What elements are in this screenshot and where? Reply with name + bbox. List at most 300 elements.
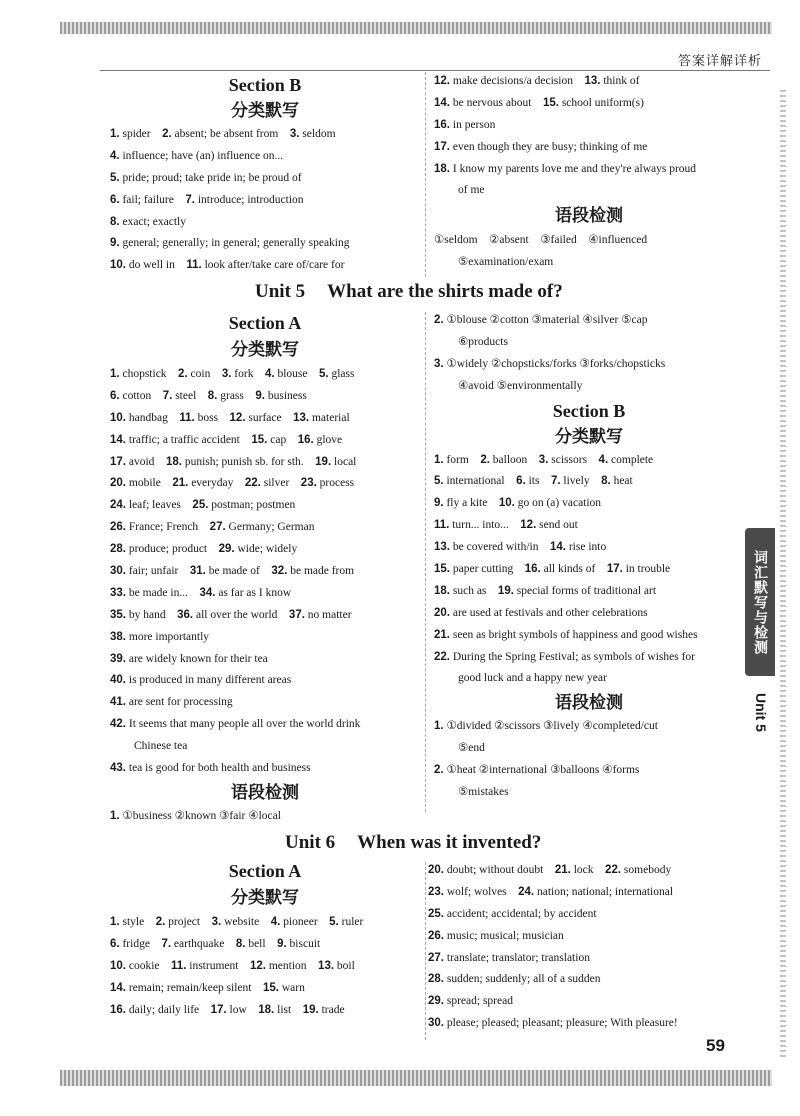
item-number: 4. [110, 149, 120, 162]
item-number: 29. [428, 995, 444, 1008]
item-answer: fridge [122, 937, 150, 950]
top-scan-band [60, 22, 772, 34]
answer-line [110, 452, 420, 474]
item-answer: cotton [122, 389, 152, 402]
item-number: 7. [162, 389, 173, 402]
item-answer: good luck and a happy new year [458, 672, 607, 685]
item-number: 39. [110, 652, 126, 665]
item-answer: cap [270, 433, 287, 446]
item-answer: be nervous about [452, 96, 532, 109]
answer-list [434, 310, 744, 398]
item-number: 29. [218, 543, 235, 556]
item-number: 10. [110, 411, 126, 424]
item-answer: France; French [128, 521, 199, 534]
item-number: 16. [297, 433, 314, 446]
answer-line [110, 408, 420, 430]
item-number: 27. [428, 951, 444, 964]
item-answer: even though they are busy; thinking of me [452, 140, 648, 153]
answer-line [110, 806, 420, 828]
item-number: 13. [293, 411, 310, 424]
item-answer: daily; daily life [128, 1003, 200, 1016]
item-answer: I know my parents love me and they're always proud [452, 162, 697, 175]
side-unit-label: Unit 5 [753, 692, 769, 732]
answer-list [434, 230, 744, 274]
item-answer: in person [452, 118, 496, 131]
item-answer: ②absent [489, 234, 529, 247]
answer-line [434, 647, 744, 669]
item-answer: ⑤mistakes [458, 786, 509, 799]
item-number: 15. [434, 563, 450, 576]
item-answer: spider [122, 128, 151, 140]
item-number: 17. [606, 563, 623, 576]
section-title: Section A [228, 861, 302, 881]
item-answer: of me [458, 184, 485, 197]
item-answer: steel [175, 389, 197, 402]
item-answer: ①seldom [434, 234, 478, 247]
item-answer: glove [316, 433, 343, 446]
item-number: 37. [288, 608, 305, 621]
answer-line [434, 137, 744, 159]
item-number: 12. [249, 959, 266, 972]
item-number: 4. [598, 453, 609, 466]
item-number: 5. [434, 475, 444, 488]
item-number: 20. [434, 606, 450, 619]
item-number: 25. [192, 499, 209, 512]
item-answer: somebody [623, 864, 672, 876]
item-number: 18. [434, 584, 450, 597]
answer-line [110, 212, 420, 234]
answer-line [434, 159, 744, 181]
item-number: 6. [110, 937, 120, 950]
answer-line [110, 1000, 420, 1022]
item-number: 28. [110, 543, 126, 556]
item-number: 22. [244, 477, 261, 490]
item-answer: ⑤examination/exam [458, 256, 554, 269]
item-answer: boil [336, 959, 355, 972]
answer-line [428, 1013, 744, 1035]
answer-line [434, 760, 744, 782]
item-answer: are sent for processing [128, 696, 233, 709]
item-answer: instrument [189, 959, 239, 972]
item-answer: grass [220, 389, 244, 402]
item-answer: ①blouse ②cotton ③material ④silver ⑤cap [446, 314, 648, 326]
item-number: 21. [434, 628, 450, 641]
item-answer: nation; national; international [536, 885, 674, 898]
answer-line [434, 354, 744, 376]
item-answer: fair; unfair [128, 565, 179, 578]
answer-line [110, 255, 420, 277]
item-answer: please; pleased; pleasant; pleasure; With pleasure! [446, 1017, 678, 1030]
answer-line [434, 738, 744, 760]
answer-line [428, 860, 744, 882]
item-number: 2. [480, 453, 490, 466]
item-answer: coin [190, 368, 211, 380]
item-answer: ④influenced [588, 234, 648, 247]
item-answer: music; musical; musician [446, 929, 564, 942]
item-number: 36. [177, 608, 194, 621]
item-answer: think of [603, 75, 640, 87]
item-number: 5. [318, 368, 329, 380]
item-number: 25. [428, 907, 444, 920]
item-answer: everyday [191, 477, 234, 490]
item-number: 19. [497, 584, 514, 597]
item-number: 31. [189, 565, 206, 578]
answer-line [434, 716, 744, 738]
item-number: 18. [258, 1003, 275, 1016]
item-answer: list [277, 1003, 292, 1016]
item-answer: style [122, 916, 145, 928]
item-answer: local [334, 455, 357, 468]
item-answer: postman; postmen [211, 499, 296, 512]
item-number: 4. [264, 368, 275, 380]
item-answer: absent; be absent from [174, 128, 279, 140]
item-number: 2. [155, 916, 166, 928]
answer-line [110, 583, 420, 605]
page-edge-texture [780, 90, 786, 1060]
item-answer: tea is good for both health and business [128, 762, 311, 775]
item-answer: fail; failure [122, 193, 174, 206]
item-answer: wolf; wolves [446, 885, 507, 898]
answer-line [110, 714, 420, 736]
answer-line [434, 471, 744, 493]
answer-line [110, 670, 420, 692]
item-answer: ①widely ②chopsticks/forks ③forks/chopsticks [446, 357, 666, 370]
answer-line [434, 450, 744, 472]
item-number: 10. [498, 497, 515, 510]
item-number: 3. [538, 453, 549, 466]
item-number: 34. [199, 586, 216, 599]
item-number: 23. [428, 885, 444, 898]
answer-line [110, 978, 420, 1000]
item-number: 30. [428, 1017, 444, 1030]
item-answer: earthquake [173, 937, 225, 950]
answer-line [110, 386, 420, 408]
answer-line [110, 473, 420, 495]
item-number: 11. [434, 519, 450, 532]
item-answer: chopstick [122, 368, 167, 380]
item-answer: all over the world [195, 608, 278, 621]
item-number: 1. [110, 809, 120, 822]
item-number: 8. [207, 389, 218, 402]
item-number: 16. [110, 1003, 126, 1016]
answer-list [434, 450, 744, 691]
item-number: 13. [434, 541, 450, 554]
section-title: Section A [228, 313, 302, 333]
item-answer: ③failed [540, 234, 577, 247]
item-number: 17. [110, 455, 126, 468]
item-answer: handbag [128, 411, 168, 424]
item-number: 15. [251, 433, 268, 446]
item-number: 18. [434, 162, 450, 175]
answer-line [110, 692, 420, 714]
item-answer: glass [331, 368, 355, 380]
answer-line [434, 537, 744, 559]
item-number: 3. [211, 916, 222, 928]
item-number: 11. [171, 959, 187, 972]
item-number: 1. [110, 128, 120, 140]
item-answer: website [224, 916, 260, 928]
item-answer: surface [248, 411, 282, 424]
answer-line [434, 515, 744, 537]
answer-line [110, 934, 420, 956]
answer-line [434, 581, 744, 603]
item-answer: remain; remain/keep silent [128, 981, 252, 994]
item-answer: seen as bright symbols of happiness and good wishes [452, 628, 698, 641]
item-answer: accident; accidental; by accident [446, 907, 597, 920]
item-answer: all kinds of [543, 563, 596, 576]
item-answer: fork [234, 368, 254, 380]
item-number: 20. [428, 864, 444, 876]
item-answer: form [446, 453, 469, 466]
answer-list [434, 71, 744, 202]
item-number: 1. [434, 453, 444, 466]
item-number: 17. [434, 140, 450, 153]
answer-line [434, 230, 744, 252]
answer-line [110, 495, 420, 517]
item-answer: be made in... [128, 586, 188, 599]
item-number: 13. [584, 75, 601, 87]
item-answer: exact; exactly [122, 215, 186, 228]
item-number: 11. [186, 259, 202, 272]
item-answer: are widely known for their tea [128, 652, 268, 665]
item-number: 19. [302, 1003, 319, 1016]
item-answer: avoid [128, 455, 155, 468]
sub-title: 语段检测 [555, 693, 623, 714]
item-number: 9. [277, 937, 287, 950]
sub-title: 分类默写 [555, 426, 623, 447]
item-number: 9. [255, 389, 265, 402]
item-answer: sudden; suddenly; all of a sudden [446, 973, 601, 986]
answer-line [110, 627, 420, 649]
item-number: 6. [110, 389, 120, 402]
sub-title: 分类默写 [231, 340, 299, 360]
section-title: Section B [228, 75, 302, 95]
item-answer: look after/take care of/care for [204, 259, 345, 272]
item-number: 42. [110, 718, 126, 731]
item-number: 15. [542, 96, 559, 109]
side-tab-label: 词汇默写与检测 [752, 549, 768, 655]
item-number: 14. [110, 981, 126, 994]
answer-line [110, 430, 420, 452]
item-number: 17. [210, 1003, 227, 1016]
item-number: 10. [110, 259, 126, 272]
item-number: 12. [229, 411, 246, 424]
item-number: 24. [110, 499, 126, 512]
item-answer: do well in [128, 259, 175, 272]
item-number: 7. [185, 193, 195, 206]
answer-line [434, 782, 744, 804]
unit-heading [285, 832, 563, 854]
sub-title: 分类默写 [231, 888, 299, 908]
item-number: 41. [110, 696, 126, 709]
answer-line [434, 310, 744, 332]
answer-line [434, 252, 744, 274]
item-answer: school uniform(s) [561, 96, 644, 109]
item-answer: paper cutting [452, 563, 514, 576]
item-answer: seldom [302, 128, 336, 140]
answer-line [434, 625, 744, 647]
unit-heading [255, 281, 585, 303]
bottom-scan-band [60, 1070, 772, 1086]
answer-line [110, 233, 420, 255]
answer-line [110, 190, 420, 212]
item-answer: spread; spread [446, 995, 513, 1008]
item-answer: project [168, 916, 201, 928]
item-answer: by hand [128, 608, 166, 621]
item-number: 40. [110, 674, 126, 687]
answer-line [110, 649, 420, 671]
item-answer: complete [611, 453, 654, 466]
item-answer: leaf; leaves [128, 499, 181, 512]
item-answer: punish; punish sb. for sth. [184, 455, 304, 468]
item-answer: business [267, 389, 307, 402]
item-number: 2. [162, 128, 172, 140]
answer-list [110, 806, 420, 828]
item-answer: process [319, 477, 355, 490]
unit6-left-column [110, 858, 420, 1021]
unit5-right-column [434, 310, 744, 804]
item-number: 20. [110, 477, 126, 490]
unit-title: When was it invented? [357, 832, 542, 853]
unit-number: Unit 5 [255, 281, 306, 302]
item-answer: blouse [277, 368, 308, 380]
item-answer: Germany; German [228, 521, 315, 534]
item-answer: produce; product [128, 543, 208, 556]
sub-title: 语段检测 [555, 206, 623, 227]
answer-line [110, 758, 420, 780]
answer-line [428, 926, 744, 948]
answer-line [110, 912, 420, 934]
unit-title: What are the shirts made of? [327, 281, 563, 302]
item-number: 10. [110, 959, 126, 972]
answer-line [428, 882, 744, 904]
answer-list [428, 860, 744, 1035]
item-answer: ruler [341, 916, 364, 928]
item-answer: ①divided ②scissors ③lively ④completed/cut [446, 720, 658, 733]
item-number: 1. [110, 368, 120, 380]
item-number: 19. [315, 455, 332, 468]
item-answer: scissors [551, 453, 588, 466]
item-number: 1. [434, 720, 444, 733]
answer-line [428, 904, 744, 926]
item-number: 16. [524, 563, 541, 576]
item-number: 11. [179, 411, 195, 424]
side-tab [745, 528, 775, 676]
item-answer: lock [573, 864, 594, 876]
answer-line [434, 71, 744, 93]
unit4-left-column [110, 72, 420, 277]
item-answer: doubt; without doubt [446, 864, 544, 876]
item-answer: mention [268, 959, 307, 972]
item-number: 7. [550, 475, 561, 488]
item-number: 5. [110, 171, 120, 184]
item-answer: turn... into... [452, 519, 509, 532]
item-answer: silver [263, 477, 290, 490]
item-answer: ①heat ②international ③balloons ④forms [446, 764, 640, 777]
item-answer: such as [452, 584, 487, 597]
answer-line [110, 124, 420, 146]
answer-line [434, 180, 744, 202]
item-number: 14. [434, 96, 450, 109]
answer-list [110, 912, 420, 1021]
answer-line [434, 668, 744, 690]
answer-line [428, 948, 744, 970]
item-number: 8. [601, 475, 611, 488]
item-number: 38. [110, 630, 126, 643]
item-number: 33. [110, 586, 126, 599]
answer-list [434, 716, 744, 804]
item-number: 1. [110, 916, 120, 928]
item-answer: It seems that many people all over the world drink [128, 718, 361, 731]
item-number: 3. [221, 368, 232, 380]
item-number: 8. [110, 215, 120, 228]
item-number: 2. [434, 314, 444, 326]
column-divider [425, 312, 426, 812]
answer-line [434, 603, 744, 625]
answer-line [434, 493, 744, 515]
unit-number: Unit 6 [285, 832, 336, 853]
item-number: 24. [518, 885, 535, 898]
item-answer: be made of [208, 565, 260, 578]
item-answer: trade [321, 1003, 345, 1016]
header-title: 答案详解详析 [677, 54, 762, 69]
item-number: 3. [434, 357, 444, 370]
answer-line [434, 559, 744, 581]
answer-line [434, 332, 744, 354]
column-divider [425, 72, 426, 277]
unit5-left-column [110, 310, 420, 828]
item-answer: its [528, 475, 540, 488]
item-answer: traffic; a traffic accident [128, 433, 240, 446]
sub-title: 语段检测 [231, 782, 299, 803]
item-answer: in trouble [625, 563, 671, 576]
item-number: 18. [165, 455, 182, 468]
item-number: 4. [270, 916, 281, 928]
item-number: 32. [271, 565, 288, 578]
answer-list [110, 364, 420, 780]
answer-line [434, 376, 744, 398]
item-answer: be made from [290, 565, 355, 578]
item-answer: lively [563, 475, 590, 488]
answer-line [110, 517, 420, 539]
item-answer: is produced in many different areas [128, 674, 292, 687]
answer-line [110, 736, 420, 758]
item-answer: warn [281, 981, 305, 994]
page-number: 59 [706, 1036, 725, 1055]
item-number: 6. [516, 475, 526, 488]
item-answer: During the Spring Festival; as symbols of wishes for [452, 650, 695, 663]
item-answer: pride; proud; take pride in; be proud of [122, 171, 302, 184]
item-answer: cookie [128, 959, 160, 972]
item-number: 2. [434, 764, 444, 777]
item-answer: are used at festivals and other celebrations [452, 606, 648, 619]
item-number: 35. [110, 608, 126, 621]
answer-list [110, 124, 420, 277]
item-answer: as far as I know [218, 586, 292, 599]
item-answer: ①business ②known ③fair ④local [122, 809, 281, 822]
item-number: 12. [520, 519, 537, 532]
item-answer: mobile [128, 477, 161, 490]
item-number: 22. [434, 650, 450, 663]
item-number: 13. [318, 959, 335, 972]
item-number: 15. [263, 981, 279, 994]
item-number: 14. [110, 433, 126, 446]
item-number: 7. [161, 937, 172, 950]
answer-line [110, 956, 420, 978]
unit4-right-column [434, 71, 744, 274]
item-number: 22. [605, 864, 622, 876]
item-answer: wide; widely [237, 543, 298, 556]
